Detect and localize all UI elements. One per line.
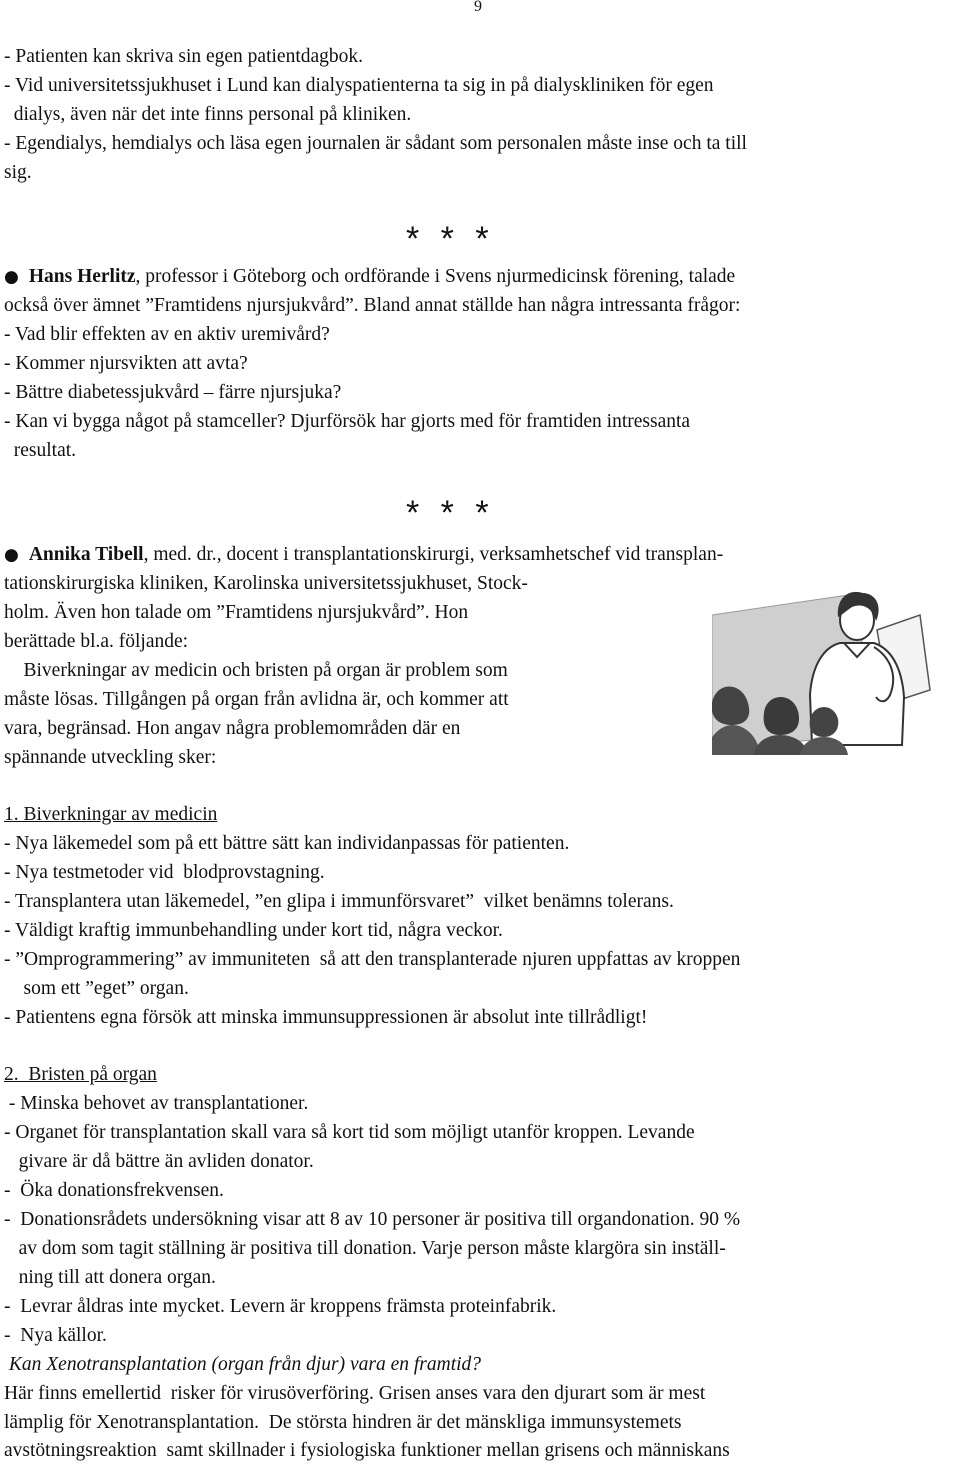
section-heading: 2. Bristen på organ	[4, 1064, 157, 1085]
section2-item: - Levrar åldras inte mycket. Levern är kroppens främsta proteinfabrik.	[4, 1296, 557, 1317]
intro-line: - Vid universitetssjukhuset i Lund kan dialyspatienterna ta sig in på dialyskliniken för egen	[4, 75, 714, 96]
section2-item: givare är då bättre än avliden donator.	[4, 1151, 314, 1172]
speaker-name: Annika Tibell	[28, 544, 144, 565]
tibell-line: vara, begränsad. Hon angav några problemområden där en	[4, 718, 461, 739]
herlitz-line: också över ämnet ”Framtidens njursjukvård”. Bland annat ställde han några intressanta frågor:	[4, 295, 741, 316]
bullet-icon: ●	[4, 545, 19, 565]
page-number: 9	[474, 0, 482, 15]
tibell-line: Biverkningar av medicin och bristen på organ är problem som	[4, 660, 508, 681]
section1-item: som ett ”eget” organ.	[4, 978, 189, 999]
section1-item: - Transplantera utan läkemedel, ”en glipa i immunförsvaret” vilket benämns tolerans.	[4, 891, 674, 912]
intro-line: sig.	[4, 162, 32, 183]
section-separator: * * *	[406, 220, 495, 258]
intro-line: - Egendialys, hemdialys och läsa egen journalen är sådant som personalen måste inse och ta till	[4, 133, 747, 154]
intro-line: - Patienten kan skriva sin egen patientdagbok.	[4, 46, 364, 67]
speaker-name: Hans Herlitz	[28, 266, 136, 287]
tibell-line: berättade bl.a. följande:	[4, 631, 189, 652]
xeno-question: Kan Xenotransplantation (organ från djur) vara en framtid?	[4, 1354, 482, 1375]
speaker-description: , professor i Göteborg och ordförande i Svens njurmedicinsk förening, talade	[135, 266, 736, 287]
speaker-description: , docent i transplantationskirurgi, verksamhetschef vid transplan-	[216, 544, 724, 565]
section1-item: - Nya läkemedel som på ett bättre sätt kan individanpassas för patienten.	[4, 833, 570, 854]
herlitz-line: - Kommer njursvikten att avta?	[4, 353, 248, 374]
intro-line: dialys, även när det inte finns personal på kliniken.	[4, 104, 412, 125]
closing-line: Här finns emellertid risker för virusöverföring. Grisen anses vara den djurart som är mest	[4, 1383, 706, 1404]
herlitz-line: - Kan vi bygga något på stamceller? Djurförsök har gjorts med för framtiden intressanta	[4, 411, 691, 432]
section2-item: ning till att donera organ.	[4, 1267, 216, 1288]
section2-item: - Minska behovet av transplantationer.	[4, 1093, 309, 1114]
section2-item: - Nya källor.	[4, 1325, 107, 1346]
herlitz-intro	[4, 262, 735, 292]
tibell-line: måste lösas. Tillgången på organ från avlidna är, och kommer att	[4, 689, 509, 710]
section1-item: - ”Omprogrammering” av immuniteten så att den transplanterade njuren uppfattas av kroppen	[4, 949, 741, 970]
tibell-line: spännande utveckling sker:	[4, 747, 217, 768]
speaker-title: , med. dr.	[143, 544, 217, 565]
tibell-line: tationskirurgiska kliniken, Karolinska universitetssjukhuset, Stock-	[4, 573, 528, 594]
presentation-clipart	[712, 585, 952, 755]
section2-item: av dom som tagit ställning är positiva till donation. Varje person måste klargöra sin inställ-	[4, 1238, 726, 1259]
section-separator: * * *	[406, 494, 495, 532]
closing-line: lämplig för Xenotransplantation. De största hindren är det mänskliga immunsystemets	[4, 1412, 682, 1433]
tibell-intro	[4, 540, 723, 570]
section-heading: 1. Biverkningar av medicin	[4, 804, 218, 825]
section2-item: - Donationsrådets undersökning visar att 8 av 10 personer är positiva till organdonation. 90 %	[4, 1209, 741, 1230]
herlitz-line: resultat.	[4, 440, 77, 461]
section1-item: - Väldigt kraftig immunbehandling under kort tid, några veckor.	[4, 920, 503, 941]
closing-line: avstötningsreaktion samt skillnader i fysiologiska funktioner mellan grisens och människans	[4, 1440, 730, 1461]
herlitz-line: - Bättre diabetessjukvård – färre njursjuka?	[4, 382, 342, 403]
section1-item: - Nya testmetoder vid blodprovstagning.	[4, 862, 325, 883]
herlitz-line: - Vad blir effekten av en aktiv uremivård?	[4, 324, 330, 345]
tibell-line: holm. Även hon talade om ”Framtidens njursjukvård”. Hon	[4, 602, 469, 623]
bullet-icon: ●	[4, 267, 19, 287]
section1-item: - Patientens egna försök att minska immunsuppressionen är absolut inte tillrådligt!	[4, 1007, 648, 1028]
section2-item: - Öka donationsfrekvensen.	[4, 1180, 224, 1201]
section2-item: - Organet för transplantation skall vara så kort tid som möjligt utanför kroppen. Levande	[4, 1122, 695, 1143]
